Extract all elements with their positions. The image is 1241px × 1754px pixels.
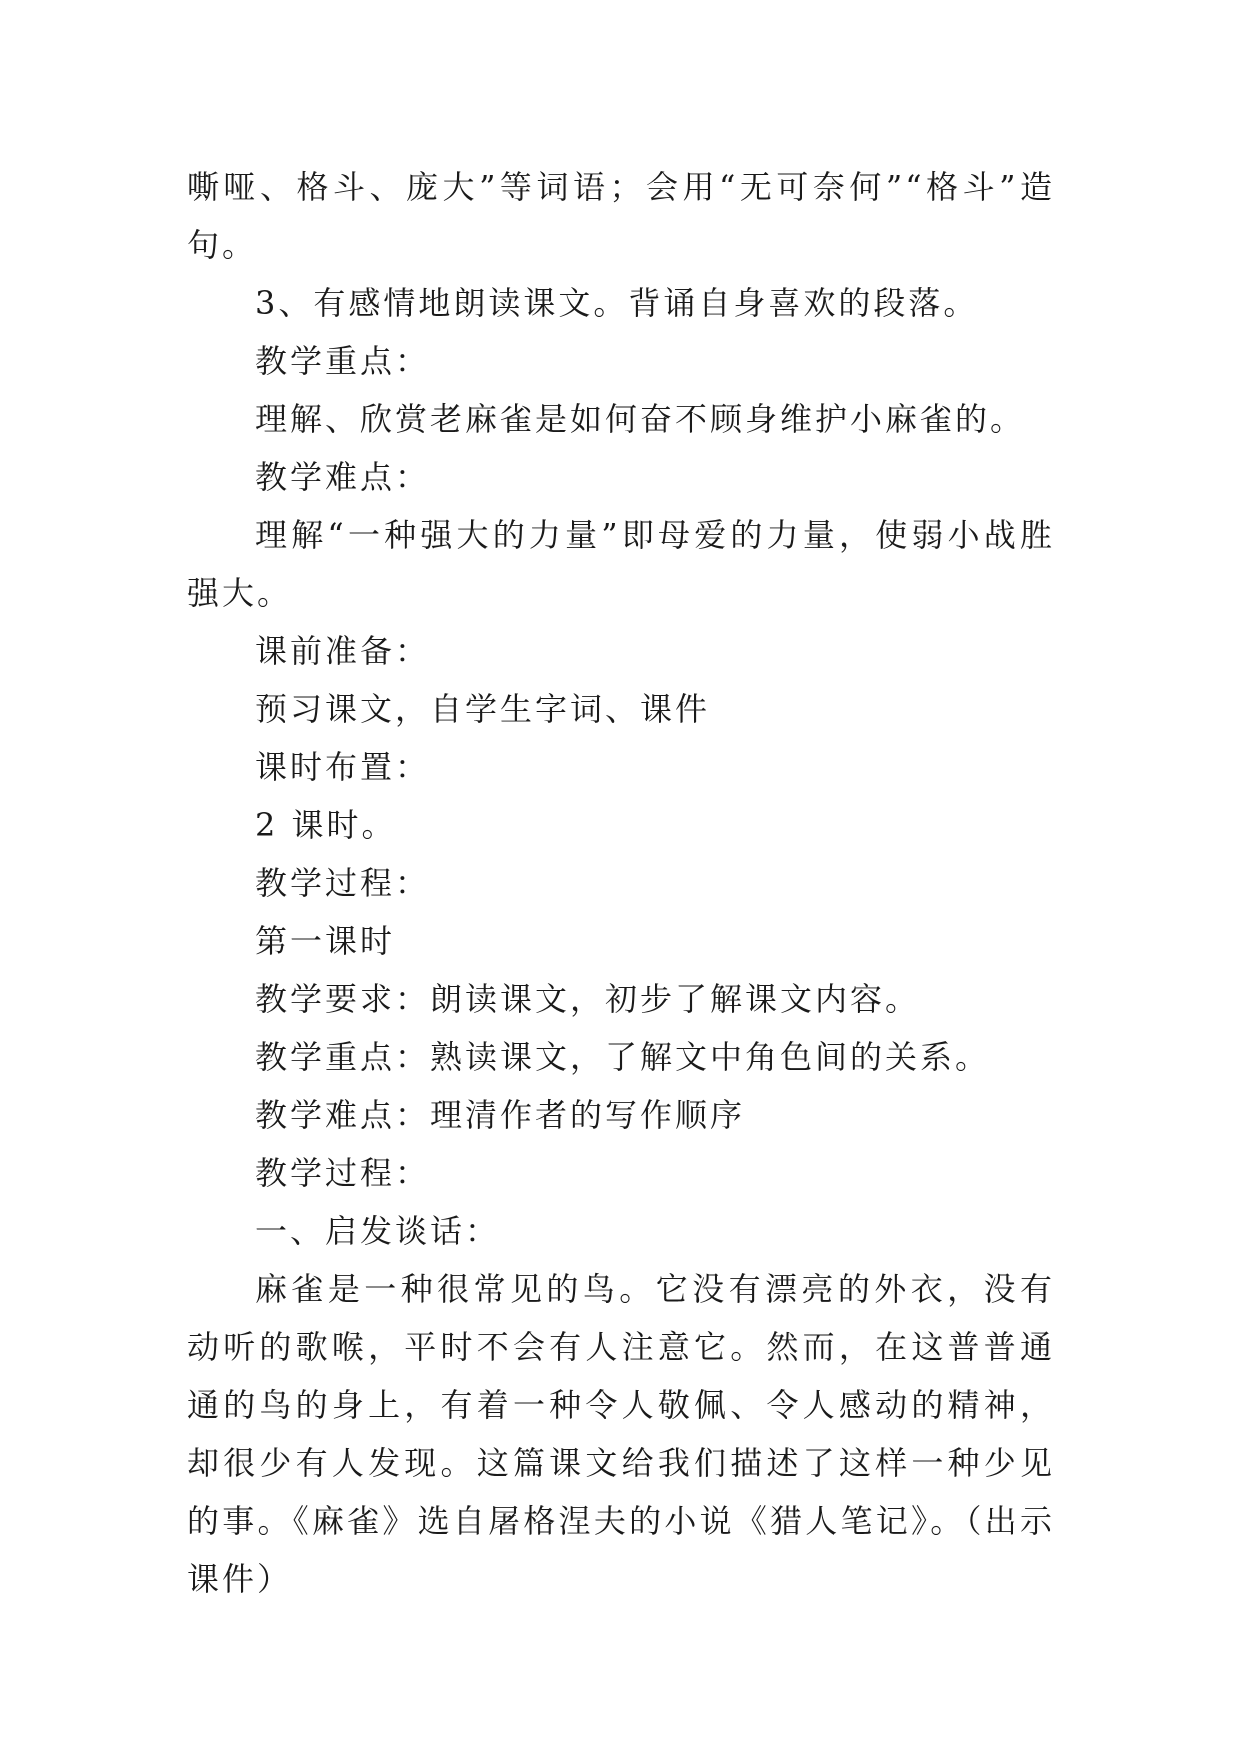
paragraph-intro-talk: 麻雀是一种很常见的鸟。它没有漂亮的外衣，没有动听的歌喉，平时不会有人注意它。然而，在这普普通通的鸟的身上，有着一种令人敬佩、令人感动的精神，却很少有人发现。这篇课文给我们描述了这样一种少见的事。《麻雀》选自屠格涅夫的小说《猎人笔记》。（出示课件） [187, 1270, 1055, 1598]
heading-lesson-process: 教学过程： [255, 1154, 431, 1192]
paragraph-vocab-continuation: 嘶哑、格斗、庞大”等词语；会用“无可奈何”“格斗”造句。 [187, 168, 1055, 264]
paragraph-lesson-difficulty: 教学难点：理清作者的写作顺序 [255, 1096, 746, 1134]
paragraph-lesson-focus: 教学重点：熟读课文，了解文中角色间的关系。 [255, 1038, 991, 1076]
heading-preparation: 课前准备： [255, 632, 431, 670]
document-body [187, 158, 1055, 1608]
heading-teaching-difficulty: 教学难点： [255, 458, 431, 496]
paragraph-teaching-difficulty: 理解“一种强大的力量”即母爱的力量，使弱小战胜强大。 [187, 516, 1055, 612]
paragraph-preparation: 预习课文，自学生字词、课件 [255, 690, 711, 728]
paragraph-teaching-focus: 理解、欣赏老麻雀是如何奋不顾身维护小麻雀的。 [255, 400, 1026, 438]
heading-teaching-process: 教学过程： [255, 864, 431, 902]
paragraph-lesson-requirement: 教学要求：朗读课文，初步了解课文内容。 [255, 980, 921, 1018]
heading-teaching-focus: 教学重点： [255, 342, 431, 380]
paragraph-objective-3: 3、有感情地朗读课文。背诵自身喜欢的段落。 [255, 284, 979, 322]
heading-class-hours: 课时布置： [255, 748, 431, 786]
heading-intro-talk: 一、启发谈话： [255, 1212, 501, 1250]
paragraph-class-hours: 2 课时。 [255, 806, 397, 844]
heading-first-lesson: 第一课时 [255, 922, 396, 960]
